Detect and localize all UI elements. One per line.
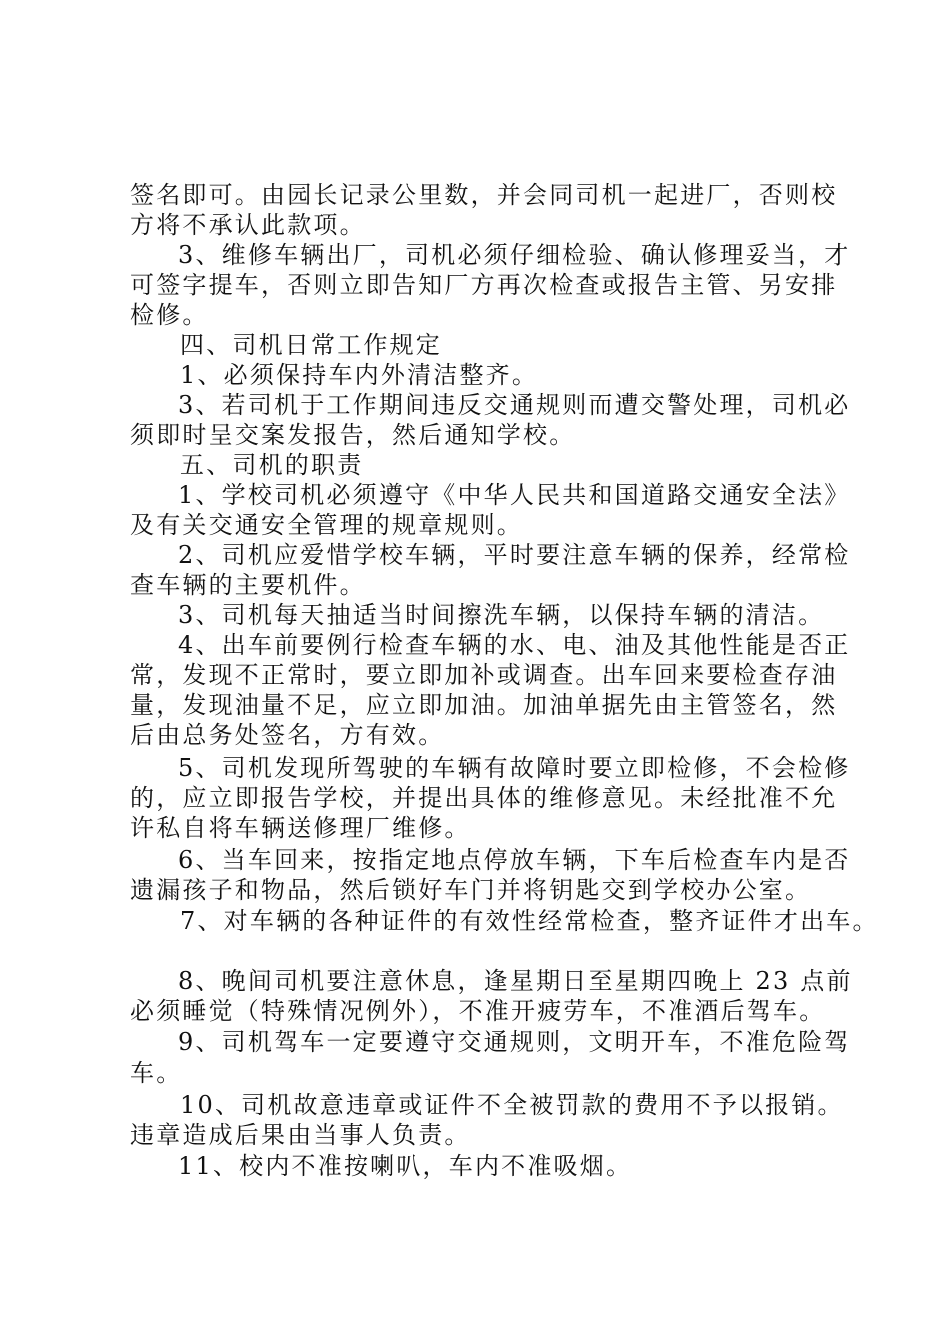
text-line: 常，发现不正常时，要立即加补或调查。出车回来要检查存油: [130, 661, 838, 689]
text-line: 检修。: [130, 301, 209, 329]
text-line: 3、司机每天抽适当时间擦洗车辆，以保持车辆的清洁。: [178, 601, 825, 629]
text-line: 可签字提车，否则立即告知厂方再次检查或报告主管、另安排: [130, 271, 838, 299]
text-line: 须即时呈交案发报告，然后通知学校。: [130, 421, 576, 449]
text-line: 违章造成后果由当事人负责。: [130, 1121, 471, 1149]
text-line: 签名即可。由园长记录公里数，并会同司机一起进厂，否则校: [130, 181, 838, 209]
text-line: 6、当车回来，按指定地点停放车辆，下车后检查车内是否: [178, 846, 851, 874]
text-line: 3、维修车辆出厂，司机必须仔细检验、确认修理妥当，才: [178, 241, 851, 269]
text-line: 3、若司机于工作期间违反交通规则而遭交警处理，司机必: [178, 391, 851, 419]
text-line: 方将不承认此款项。: [130, 211, 366, 239]
text-line: 1、学校司机必须遵守《中华人民共和国道路交通安全法》: [178, 481, 851, 509]
text-line: 1、必须保持车内外清洁整齐。: [180, 361, 539, 389]
text-line: 10、司机故意违章或证件不全被罚款的费用不予以报销。: [180, 1091, 844, 1119]
text-line: 2、司机应爱惜学校车辆，平时要注意车辆的保养，经常检: [178, 541, 851, 569]
text-line: 必须睡觉（特殊情况例外），不准开疲劳车，不准酒后驾车。: [130, 997, 826, 1025]
text-line: 车。: [130, 1059, 183, 1087]
text-line: 的，应立即报告学校，并提出具体的维修意见。未经批准不允: [130, 784, 838, 812]
text-line: 后由总务处签名，方有效。: [130, 721, 445, 749]
text-line: 5、司机发现所驾驶的车辆有故障时要立即检修，不会检修: [178, 754, 851, 782]
text-line: 及有关交通安全管理的规章规则。: [130, 511, 523, 539]
text-line: 许私自将车辆送修理厂维修。: [130, 814, 471, 842]
text-line: 查车辆的主要机件。: [130, 571, 366, 599]
text-line: 4、出车前要例行检查车辆的水、电、油及其他性能是否正: [178, 631, 851, 659]
text-line: 量，发现油量不足，应立即加油。加油单据先由主管签名，然: [130, 691, 838, 719]
section-heading: 五、司机的职责: [180, 451, 364, 479]
text-line: 遗漏孩子和物品，然后锁好车门并将钥匙交到学校办公室。: [130, 876, 812, 904]
text-line: 7、对车辆的各种证件的有效性经常检查，整齐证件才出车。: [180, 907, 879, 935]
section-heading: 四、司机日常工作规定: [180, 331, 442, 359]
text-line: 9、司机驾车一定要遵守交通规则，文明开车，不准危险驾: [178, 1028, 851, 1056]
text-line: 11、校内不准按喇叭，车内不准吸烟。: [178, 1152, 633, 1180]
text-line: 8、晚间司机要注意休息，逢星期日至星期四晚上 23 点前: [178, 967, 853, 995]
